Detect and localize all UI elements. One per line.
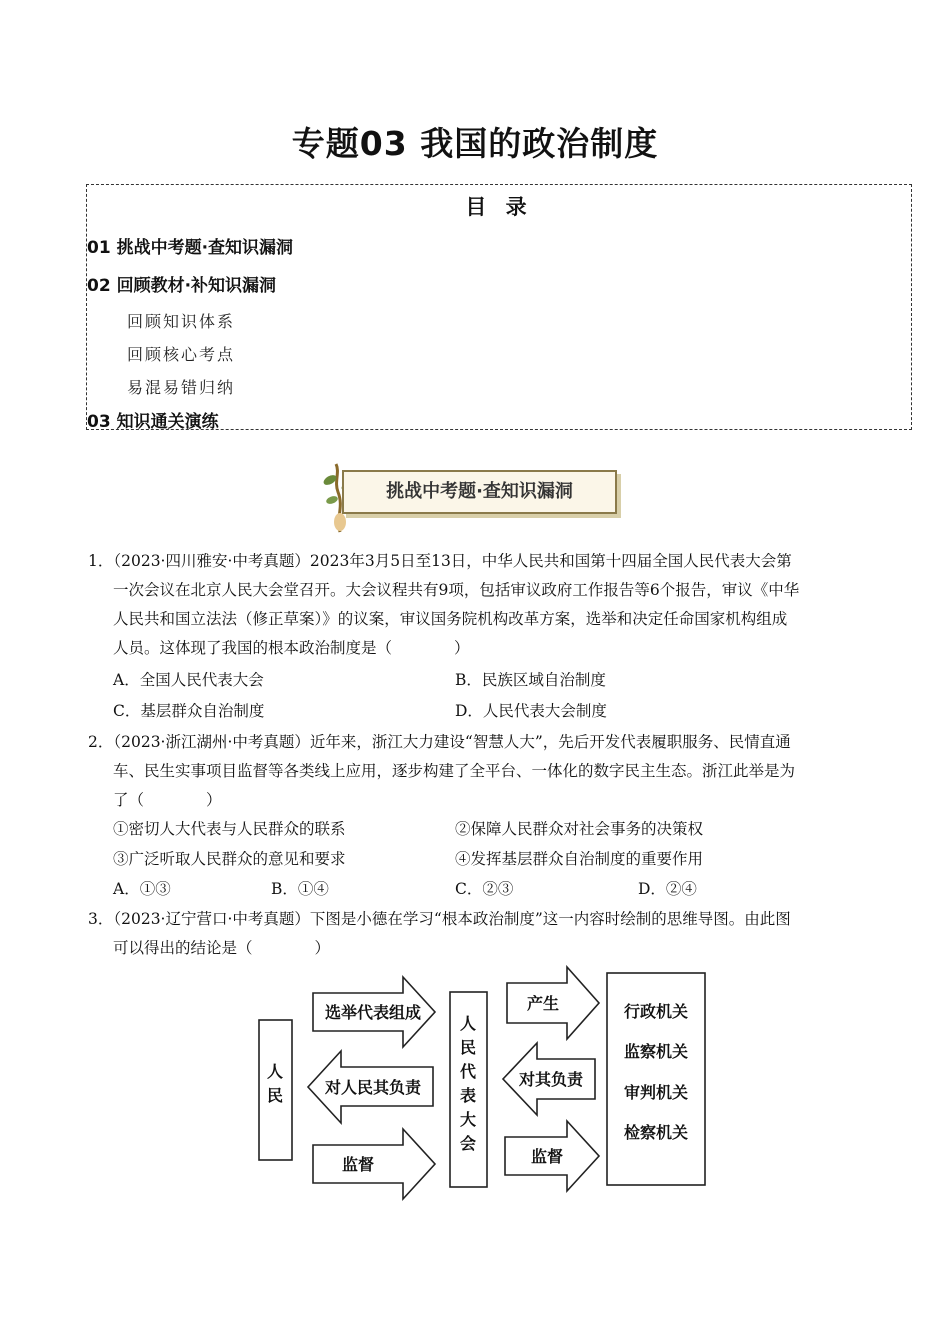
arrow-label-responsible-congress: 对其负责 [518,1070,584,1089]
toc-item-01[interactable]: 01 挑战中考题·查知识漏洞 [87,238,294,258]
people-char-1: 人 [266,1062,284,1081]
page-title: 专题03 我国的政治制度 [291,124,659,163]
question-2 [88,728,878,818]
svg-text:人: 人 [459,1014,477,1033]
organ-supervisory: 监察机关 [623,1042,689,1061]
organ-administrative: 行政机关 [623,1002,689,1021]
question-1-line-1: 1．（2023·四川雅安·中考真题）2023年3月5日至13日，中华人民共和国第十四届全国人民代表大会第 [88,552,792,570]
section-banner [318,462,628,532]
question-2-option-d[interactable]: D．②④ [638,880,697,898]
question-1-option-a[interactable]: A．全国人民代表大会 [113,671,264,689]
question-3 [88,905,878,965]
toc-subitem-knowledge-system[interactable]: 回顾知识体系 [127,312,236,331]
question-2-line-2: 车、民生实事项目监督等各类线上应用，逐步构建了全平台、一体化的数字民主生态。浙江此举是为 [113,762,796,780]
arrow-label-supervise-right: 监督 [530,1147,564,1166]
question-1-line-2: 一次会议在北京人民大会堂召开。大会议程共有9项，包括审议政府工作报告等6个报告，审议《中华 [113,581,800,599]
svg-text:民: 民 [459,1038,477,1057]
svg-text:表: 表 [459,1086,477,1105]
toc-subitem-common-mistakes[interactable]: 易混易错归纳 [127,378,236,397]
mind-map-diagram [255,965,715,1210]
question-1-line-4: 人员。这体现了我国的根本政治制度是（ ） [113,639,470,657]
banner-title: 挑战中考题·查知识漏洞 [386,481,573,502]
question-1 [88,547,878,667]
question-2-statement-1: ①密切人大代表与人民群众的联系 [113,820,346,838]
question-2-line-1: 2．（2023·浙江湖州·中考真题）近年来，浙江大力建设“智慧人大”，先后开发代表履职服务、民情直通 [88,733,791,751]
question-2-statement-2: ②保障人民群众对社会事务的决策权 [455,820,704,838]
arrow-label-responsible-people: 对人民其负责 [324,1078,422,1097]
question-2-option-b[interactable]: B．①④ [271,880,329,898]
question-1-option-d[interactable]: D．人民代表大会制度 [455,702,607,720]
svg-text:代: 代 [459,1062,477,1081]
question-3-line-2: 可以得出的结论是（ ） [113,939,331,957]
question-1-line-3: 人民共和国立法法（修正草案）》的议案，审议国务院机构改革方案，选举和决定任命国家机构组成 [113,610,788,628]
question-3-line-1: 3．（2023·辽宁营口·中考真题）下图是小德在学习“根本政治制度”这一内容时绘制的思维导图。由此图 [88,910,791,928]
question-1-option-c[interactable]: C．基层群众自治制度 [113,702,265,720]
organ-procuratorial: 检察机关 [623,1123,689,1142]
question-2-line-3: 了（ ） [113,791,222,809]
arrow-label-elect: 选举代表组成 [324,1003,422,1022]
arrow-label-supervise-left: 监督 [341,1155,375,1174]
question-2-option-c[interactable]: C．②③ [455,880,514,898]
organ-judicial: 审判机关 [623,1083,689,1102]
question-1-option-b[interactable]: B．民族区域自治制度 [455,671,606,689]
arrow-label-produce: 产生 [526,994,560,1013]
question-2-statement-3: ③广泛听取人民群众的意见和要求 [113,850,346,868]
question-2-statement-4: ④发挥基层群众自治制度的重要作用 [455,850,704,868]
question-2-option-a[interactable]: A．①③ [113,880,171,898]
svg-text:会: 会 [459,1134,477,1153]
svg-text:大: 大 [459,1110,477,1129]
toc-item-03[interactable]: 03 知识通关演练 [87,412,219,432]
people-char-2: 民 [266,1086,284,1105]
toc-heading: 目 录 [465,195,533,219]
toc-item-02[interactable]: 02 回顾教材·补知识漏洞 [87,276,277,296]
toc-subitem-core-points[interactable]: 回顾核心考点 [127,345,236,364]
table-of-contents [86,184,912,430]
